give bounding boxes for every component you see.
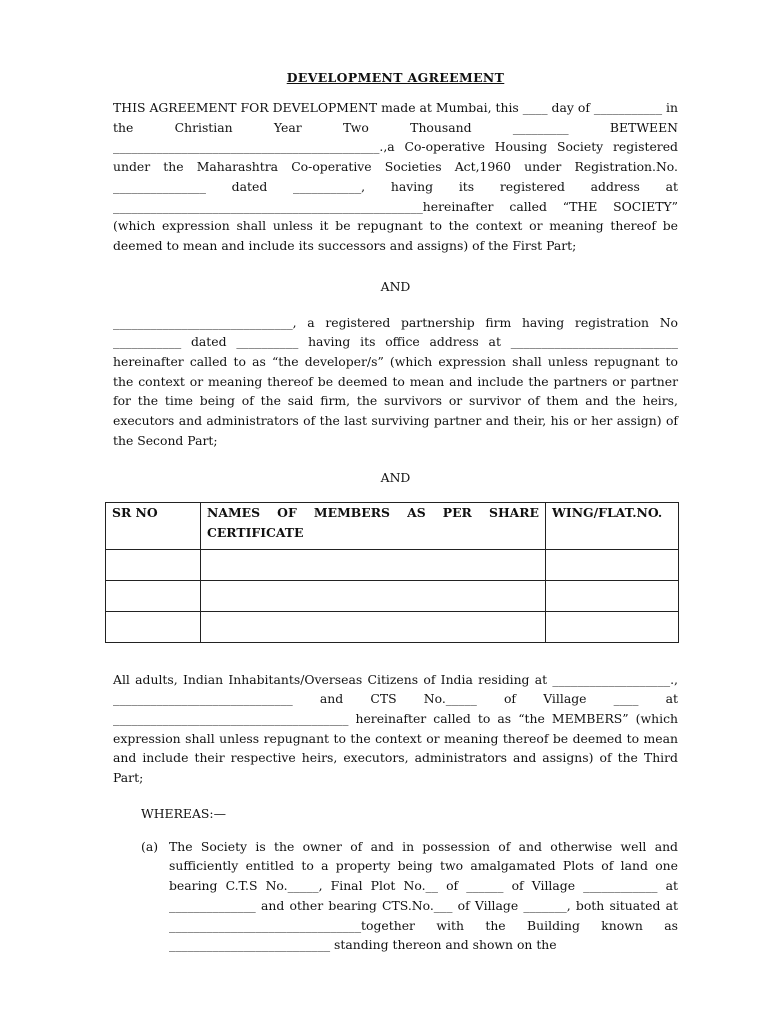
- table-cell: [201, 580, 546, 611]
- table-cell: [106, 549, 201, 580]
- whereas-heading: WHEREAS:—: [141, 805, 226, 821]
- members-table-header-row: [106, 502, 679, 549]
- spacer: [113, 643, 678, 670]
- header-sr-no: SR NO: [106, 502, 201, 549]
- recital-a: [113, 837, 678, 955]
- developer-paragraph: _____________________________, a registered partnership firm having registration No ___________ dated __________ having its office address at ___________________________ hereinafter called to as “the developer/s” (which expression shall unless repugnant to the context or meaning thereof be deemed to mean and include the partners or partner for the time being of the said firm, the survivors or survivor of them and the heirs, executors and administrators of the last surviving partner and their, his or her assign) of the Second Part;: [113, 314, 678, 448]
- table-row: [106, 580, 679, 611]
- document-title: DEVELOPMENT AGREEMENT: [286, 70, 505, 85]
- header-wing-flat-no: WING/FLAT.NO.: [546, 502, 679, 549]
- table-cell: [201, 549, 546, 580]
- table-cell: [546, 580, 679, 611]
- members-paragraph: All adults, Indian Inhabitants/Overseas Citizens of India residing at ___________________., _____________________________ and CTS No._____ of Village ____ at ______________________________________ hereinafter called to as “the MEMBERS” (which expression shall unless repugnant to the context or meaning thereof be deemed to mean and include their respective heirs, executors, administrators and assigns) of the Third Part;: [113, 671, 678, 786]
- table-row: [106, 549, 679, 580]
- table-cell: [106, 611, 201, 642]
- table-cell: [546, 549, 679, 580]
- table-cell: [106, 580, 201, 611]
- members-table: [105, 502, 679, 643]
- table-cell: [201, 611, 546, 642]
- header-member-names: NAMES OF MEMBERS AS PER SHARE CERTIFICATE: [201, 502, 546, 549]
- opening-paragraph: THIS AGREEMENT FOR DEVELOPMENT made at Mumbai, this ____ day of ___________ in the Christian Year Two Thousand _________ BETWEEN ___________________________________________.,a Co-operative Housing Society registered under the Maharashtra Co-operative Societies Act,1960 under Registration.No. _______________ dated ___________, having its registered address at __________________________________________________hereinafter called “THE SOCIETY” (which expression shall unless it be repugnant to the context or meaning thereof be deemed to mean and include its successors and assigns) of the First Part;: [113, 100, 678, 253]
- and-separator-2: AND: [380, 469, 411, 485]
- table-cell: [546, 611, 679, 642]
- recital-a-marker: (a): [141, 838, 159, 854]
- and-separator-1: AND: [380, 278, 411, 294]
- table-row: [106, 611, 679, 642]
- recital-a-text: The Society is the owner of and in possession of and otherwise well and sufficiently entitled to a property being two amalgamated Plots of land one bearing C.T.S No._____, Final Plot No.__ of ______ of Village ____________ at ______________ and other bearing CTS.No.___ of Village _______, both situated at _______________________________together with the Building known as __________________________ standing thereon and shown on the: [169, 838, 678, 953]
